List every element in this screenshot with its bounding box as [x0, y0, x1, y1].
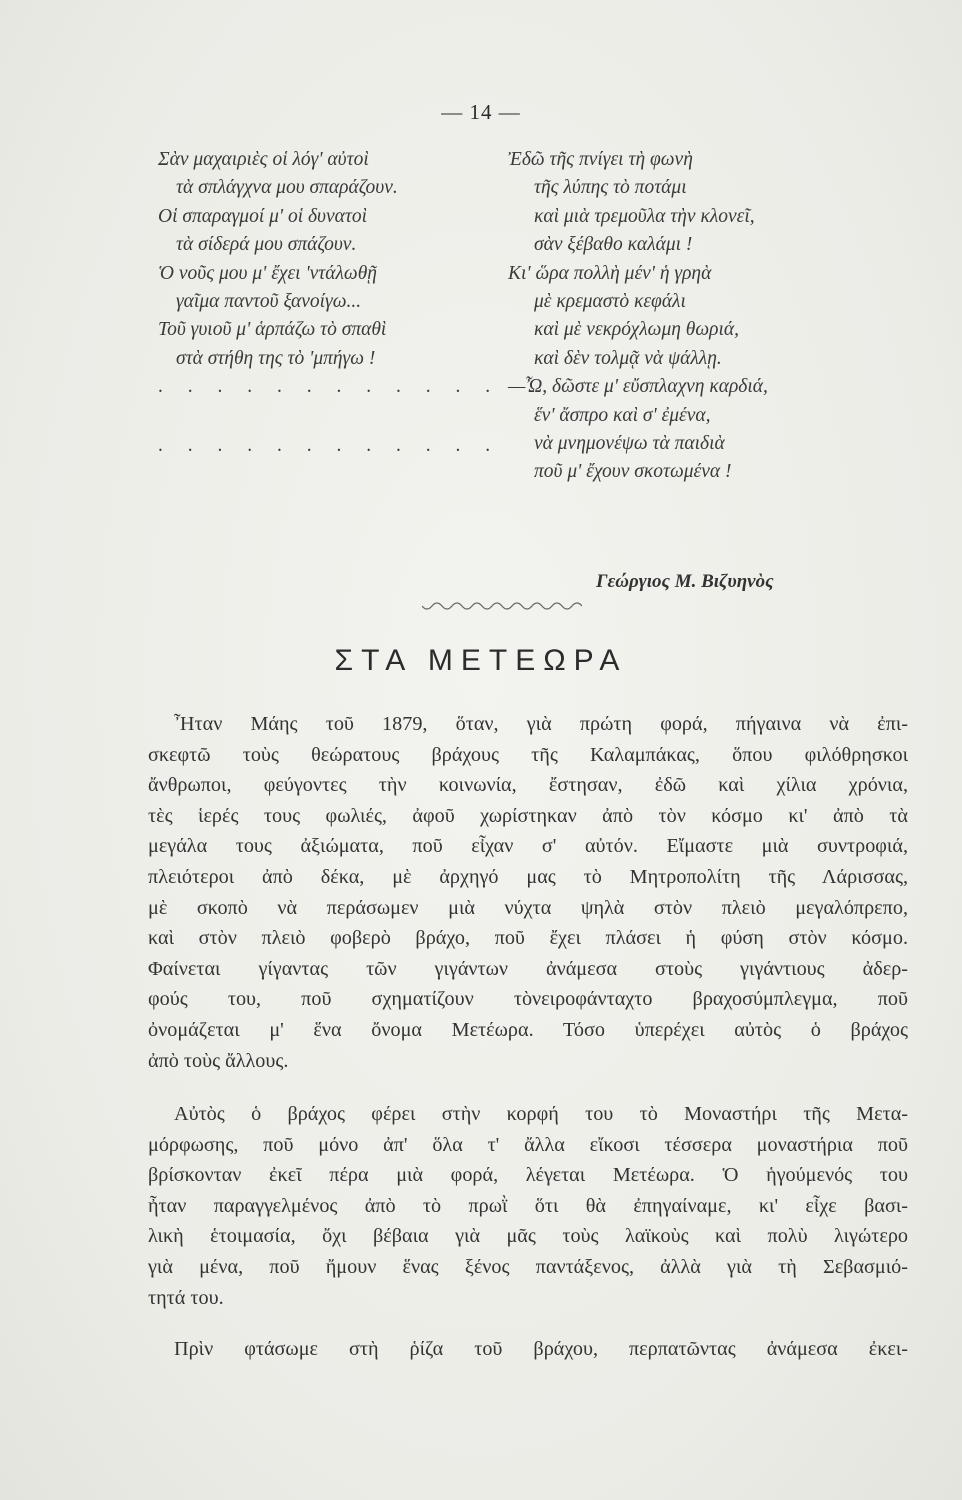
text-line: ἦταν παραγγελμένος ἀπὸ τὸ πρωῒ ὅτι θὰ ἐπηγαίναμε, κι' εἶχε βασι-: [148, 1194, 908, 1217]
text-line: βρίσκονταν ἐκεῖ πέρα μιὰ φορά, λέγεται Μετέωρα. Ὁ ἡγούμενός του: [148, 1164, 908, 1187]
text-line: λικὴ ἑτοιμασία, ὄχι βέβαια γιὰ μᾶς τοὺς λαϊκοὺς καὶ πολὺ λιγώτερο: [148, 1225, 908, 1248]
paragraph-3: [148, 1334, 908, 1365]
text-line: τητά του.: [148, 1286, 224, 1309]
poem-right-column: [508, 146, 888, 487]
text-line: Φαίνεται γίγαντας τῶν γιγάντων ἀνάμεσα στοὺς γιγάντιους ἀδερ-: [148, 957, 908, 980]
text-line: φούς του, ποῦ σχηματίζουν τὸνειροφάνταχτο βραχοσύμπλεγμα, ποῦ: [148, 988, 908, 1011]
paragraph-1: [148, 709, 908, 1076]
text-line: μεγάλα τους ἀξιώματα, ποῦ εἶχαν σ' αὐτόν. Εἴμαστε μιὰ συντροφιά,: [148, 835, 908, 858]
text-line: Πρὶν φτάσωμε στὴ ῥίζα τοῦ βράχου, περπατῶντας ἀνάμεσα ἐκει-: [174, 1338, 908, 1360]
text-line: τὲς ἱερές τους φωλιές, ἀφοῦ χωρίστηκαν ἀπὸ τὸν κόσμο κι' ἀπὸ τὰ: [148, 804, 908, 827]
poem-line: νὰ μνημονέψω τὰ παιδιὰ: [534, 433, 725, 455]
section-title: ΣΤΑ ΜΕΤΕΩΡΑ: [334, 644, 628, 677]
text-line: Αὐτὸς ὁ βράχος φέρει στὴν κορφή του τὸ Μοναστήρι τῆς Μετα-: [174, 1103, 908, 1125]
ellipsis-row: . . . . . . . . . . . .: [158, 434, 501, 456]
poem-line: ποῦ μ' ἔχουν σκοτωμένα !: [534, 461, 732, 483]
paragraph-2: [148, 1099, 908, 1313]
poem-line: τῆς λύπης τὸ ποτάμι: [534, 177, 687, 199]
text-line: σκεφτῶ τοὺς θεώρατους βράχους τῆς Καλαμπάκας, ὅπου φιλόθρησκοι: [148, 743, 908, 766]
poem-line: Κι' ὥρα πολλὴ μέν' ἡ γρηὰ: [508, 262, 712, 284]
poem-line: καὶ μιὰ τρεμοῦλα τὴν κλονεῖ,: [534, 205, 755, 227]
poem-line: τὰ σπλάγχνα μου σπαράζουν.: [176, 177, 398, 199]
text-line: ἀπὸ τοὺς ἄλλους.: [148, 1049, 289, 1072]
poem-line: σὰν ξέβαθο καλάμι !: [534, 234, 693, 256]
poem-line: γαῖμα παντοῦ ξανοίγω...: [176, 291, 362, 313]
poem-line: μὲ κρεμαστὸ κεφάλι: [534, 291, 686, 313]
poem-line: καὶ μὲ νεκρόχλωμη θωριά,: [534, 319, 740, 341]
wavy-divider-ornament: [422, 600, 582, 616]
poem-line: Ὁ νοῦς μου μ' ἔχει 'ντάλωθῇ: [158, 262, 377, 284]
text-line: μόρφωσης, ποῦ μόνο ἀπ' ὅλα τ' ἄλλα εἴκοσι τέσσερα μοναστήρια ποῦ: [148, 1133, 908, 1156]
poem-line: —Ὦ, δῶστε μ' εὔσπλαχνη καρδιά,: [508, 376, 768, 398]
poem-line: καὶ δὲν τολμᾷ νὰ ψάλλῃ.: [534, 347, 722, 369]
poem-line: Ἐδῶ τῆς πνίγει τὴ φωνὴ: [508, 149, 693, 170]
text-line: ἄνθρωποι, φεύγοντες τὴν κοινωνία, ἔστησαν, ἐδῶ καὶ χίλια χρόνια,: [148, 774, 908, 797]
ellipsis-row: . . . . . . . . . . . .: [158, 376, 501, 398]
page-number: — 14 —: [441, 100, 521, 124]
poem-line: ἕν' ἄσπρο καὶ σ' ἐμένα,: [534, 404, 711, 426]
poem-line: τὰ σίδερά μου σπάζουν.: [176, 234, 357, 256]
poem-line: στὰ στήθη της τὸ 'μπήγω !: [176, 347, 376, 369]
poem-left-column: [158, 146, 501, 460]
text-line: μὲ σκοπὸ νὰ περάσωμεν μιὰ νύχτα ψηλὰ στὸν πλειὸ μεγαλόπρεπο,: [148, 896, 908, 919]
text-line: γιὰ μένα, ποῦ ἤμουν ἕνας ξένος παντάξενος, ἀλλὰ γιὰ τὴ Σεβασμιό-: [148, 1255, 908, 1278]
author-signature: Γεώργιος Μ. Βιζυηνὸς: [596, 571, 774, 592]
poem-line: Οἱ σπαραγμοί μ' οἱ δυνατοὶ: [158, 205, 368, 227]
text-line: πλειότεροι ἀπὸ δέκα, μὲ ἀρχηγό μας τὸ Μητροπολίτη τῆς Λάρισσας,: [148, 865, 908, 888]
text-line: Ἦταν Μάης τοῦ 1879, ὅταν, γιὰ πρώτη φορά, πήγαινα νὰ ἐπι-: [174, 713, 908, 735]
text-line: ὀνομάζεται μ' ἕνα ὄνομα Μετέωρα. Τόσο ὑπερέχει αὐτὸς ὁ βράχος: [148, 1018, 908, 1041]
poem-line: Τοῦ γυιοῦ μ' ἁρπάζω τὸ σπαθὶ: [158, 319, 387, 341]
text-line: καὶ στὸν πλειὸ φοβερὸ βράχο, ποῦ ἔχει πλάσει ἡ φύση στὸν κόσμο.: [148, 927, 908, 950]
poem-line: Σὰν μαχαιριὲς οἱ λόγ' αὐτοὶ: [158, 149, 369, 170]
